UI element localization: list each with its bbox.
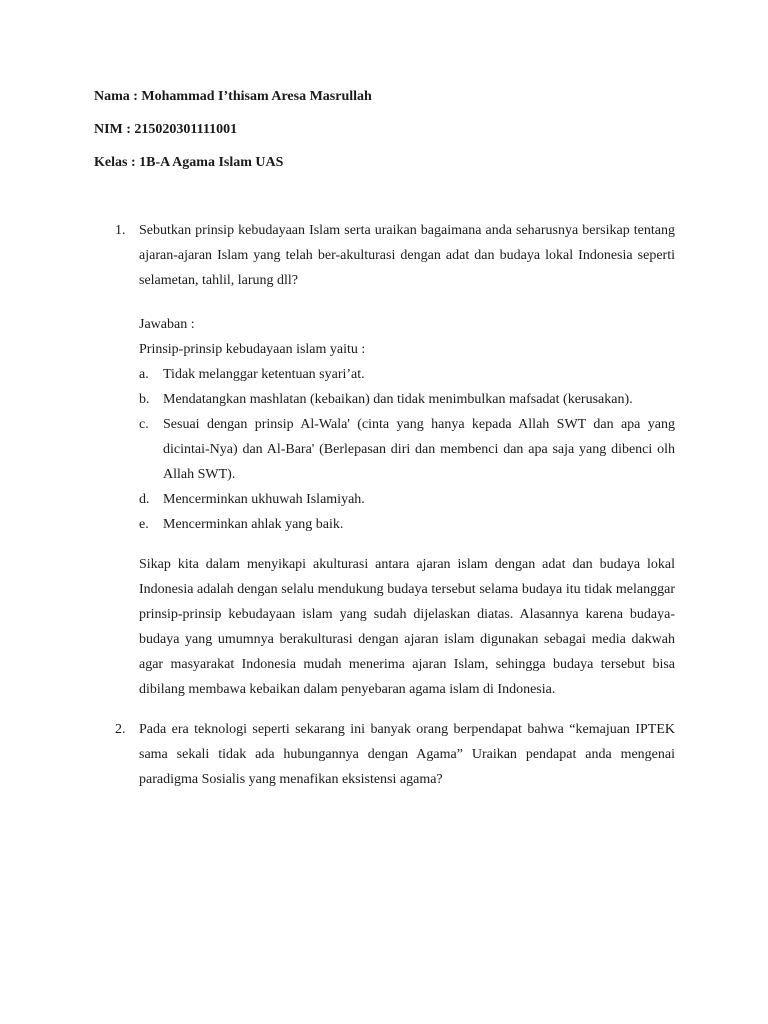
list-item-letter: c. xyxy=(139,417,149,432)
list-item-letter: b. xyxy=(139,392,150,407)
list-item-letter: e. xyxy=(139,517,149,532)
question-1 xyxy=(115,218,675,293)
student-info-header xyxy=(94,86,694,185)
list-item xyxy=(139,387,675,412)
question-2 xyxy=(115,717,675,792)
list-item xyxy=(139,487,675,512)
answer-label: Jawaban : xyxy=(139,317,195,332)
student-name: Nama : Mohammad I’thisam Aresa Masrullah xyxy=(94,89,372,104)
list-item-text: Mencerminkan ukhuwah Islamiyah. xyxy=(163,492,365,507)
answer-intro: Prinsip-prinsip kebudayaan islam yaitu : xyxy=(139,342,366,357)
list-item-text: Sesuai dengan prinsip Al-Wala' (cinta yang hanya kepada Allah SWT dan apa yang dicintai-Nya) dan Al-Bara' (Berlepasan diri dan membenci dan apa saja yang dibenci olh Allah SWT). xyxy=(163,417,675,482)
student-nim: NIM : 215020301111001 xyxy=(94,122,238,137)
list-item-text: Mencerminkan ahlak yang baik. xyxy=(163,517,344,532)
list-item xyxy=(139,412,675,487)
list-item-letter: d. xyxy=(139,492,150,507)
student-class: Kelas : 1B-A Agama Islam UAS xyxy=(94,155,284,170)
document-body xyxy=(115,218,675,792)
answer-paragraph: Sikap kita dalam menyikapi akulturasi antara ajaran islam dengan adat dan budaya lokal Indonesia adalah dengan selalu mendukung budaya tersebut selama budaya itu tidak melanggar prinsip-prinsip kebudayaan islam yang sudah dijelaskan diatas. Alasannya karena budaya-budaya yang umumnya berakulturasi dengan ajaran islam digunakan sebagai media dakwah agar masyarakat Indonesia mudah menerima ajaran Islam, sehingga budaya tersebut bisa dibilang membawa kebaikan dalam penyebaran agama islam di Indonesia. xyxy=(139,557,675,697)
answer-1 xyxy=(115,312,675,537)
list-item xyxy=(139,362,675,387)
list-item xyxy=(139,512,675,537)
question-text: Pada era teknologi seperti sekarang ini banyak orang berpendapat bahwa “kemajuan IPTEK sama sekali tidak ada hubungannya dengan Agama” Uraikan pendapat anda mengenai paradigma Sosialis yang menafikan eksistensi agama? xyxy=(139,722,675,787)
question-text: Sebutkan prinsip kebudayaan Islam serta uraikan bagaimana anda seharusnya bersikap tentang ajaran-ajaran Islam yang telah ber-akulturasi dengan adat dan budaya lokal Indonesia seperti selametan, tahlil, larung dll? xyxy=(139,223,675,288)
question-number: 2. xyxy=(115,722,126,737)
question-number: 1. xyxy=(115,223,126,238)
list-item-text: Tidak melanggar ketentuan syari’at. xyxy=(163,367,365,382)
list-item-text: Mendatangkan mashlatan (kebaikan) dan tidak menimbulkan mafsadat (kerusakan). xyxy=(163,392,633,407)
list-item-letter: a. xyxy=(139,367,149,382)
